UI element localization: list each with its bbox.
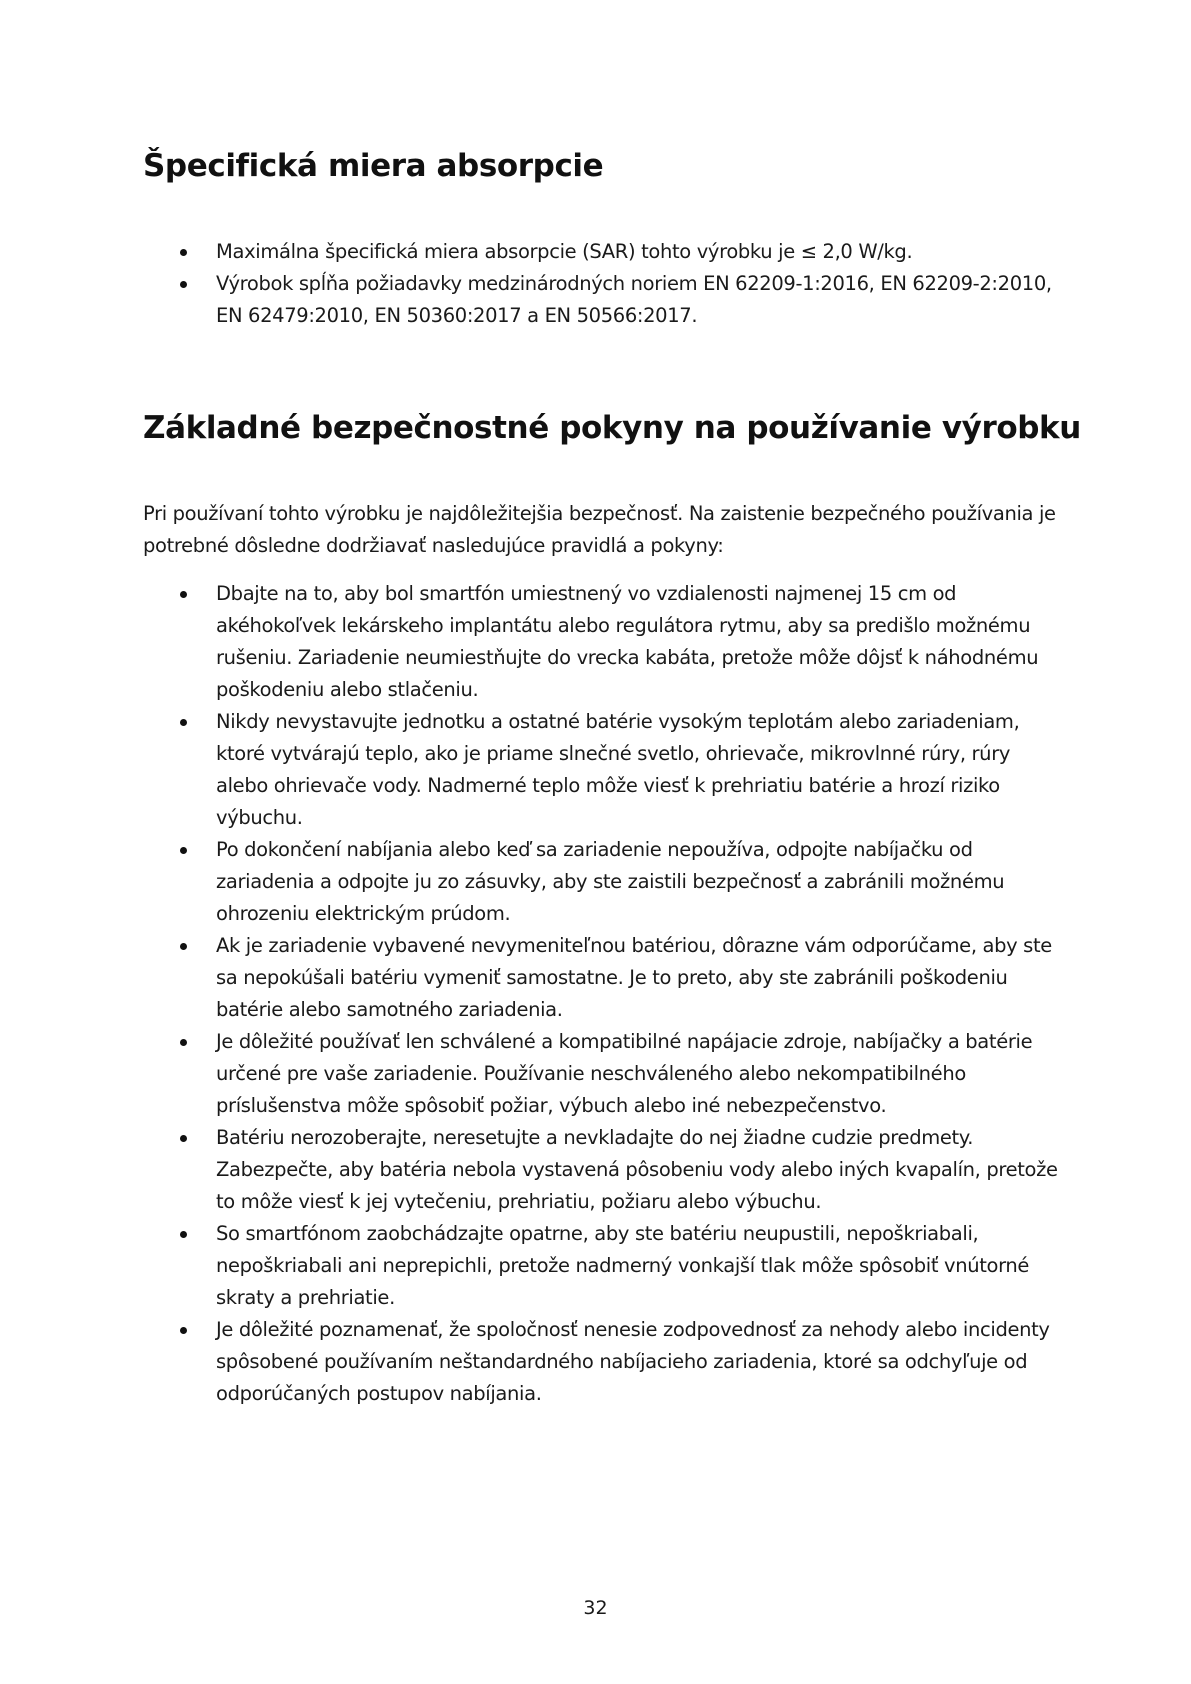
list-item-text: Batériu nerozoberajte, neresetujte a nevkladajte do nej žiadne cudzie predmety. Zabezpečte, aby batéria nebola vystavená pôsobeniu vody alebo iných kvapalín, pretože to môže viesť k jej vytečeniu, prehriatiu, požiaru alebo výbuchu. [216, 1126, 1058, 1213]
list-item-text: Je dôležité poznamenať, že spoločnosť nenesie zodpovednosť za nehody alebo incidenty spôsobené používaním neštandardného nabíjacieho zariadenia, ktoré sa odchyľuje od odporúčaných postupov nabíjania. [216, 1318, 1050, 1405]
section-heading-sar: Špecifická miera absorpcie [143, 148, 604, 184]
safety-bullet-list [143, 578, 1063, 1410]
list-item [143, 1026, 1063, 1122]
list-item-text: Je dôležité používať len schválené a kompatibilné napájacie zdroje, nabíjačky a batérie určené pre vaše zariadenie. Používanie neschváleného alebo nekompatibilného príslušenstva môže spôsobiť požiar, výbuch alebo iné nebezpečenstvo. [216, 1030, 1033, 1117]
bullet-icon [180, 943, 187, 950]
intro-paragraph: Pri používaní tohto výrobku je najdôležitejšia bezpečnosť. Na zaistenie bezpečného používania je potrebné dôsledne dodržiavať nasledujúce pravidlá a pokyny: [143, 502, 1056, 557]
list-item [143, 268, 1063, 332]
bullet-icon [180, 1039, 187, 1046]
list-item-text: Ak je zariadenie vybavené nevymeniteľnou batériou, dôrazne vám odporúčame, aby ste sa nepokúšali batériu vymeniť samostatne. Je to preto, aby ste zabránili poškodeniu batérie alebo samotného zariadenia. [216, 934, 1052, 1021]
bullet-icon [180, 1231, 187, 1238]
list-item [143, 706, 1063, 834]
sar-bullet-list [143, 236, 1063, 332]
bullet-icon [180, 281, 187, 288]
list-item [143, 1314, 1063, 1410]
bullet-icon [180, 719, 187, 726]
list-item [143, 578, 1063, 706]
list-item-text: Nikdy nevystavujte jednotku a ostatné batérie vysokým teplotám alebo zariadeniam, ktoré vytvárajú teplo, ako je priame slnečné svetlo, ohrievače, mikrovlnné rúry, rúry alebo ohrievače vody. Nadmerné teplo môže viesť k prehriatiu batérie a hrozí riziko výbuchu. [216, 710, 1020, 829]
list-item [143, 1218, 1063, 1314]
bullet-icon [180, 1327, 187, 1334]
list-item-text: Výrobok spĺňa požiadavky medzinárodných noriem EN 62209-1:2016, EN 62209-2:2010, EN 62479:2010, EN 50360:2017 a EN 50566:2017. [216, 272, 1052, 327]
list-item [143, 1122, 1063, 1218]
section-heading-safety: Základné bezpečnostné pokyny na používanie výrobku [143, 410, 1081, 446]
list-item-text: Po dokončení nabíjania alebo keď sa zariadenie nepoužíva, odpojte nabíjačku od zariadenia a odpojte ju zo zásuvky, aby ste zaistili bezpečnosť a zabránili možnému ohrozeniu elektrickým prúdom. [216, 838, 1005, 925]
bullet-icon [180, 1135, 187, 1142]
page-number: 32 [583, 1597, 608, 1619]
bullet-icon [180, 591, 187, 598]
list-item-text: Maximálna špecifická miera absorpcie (SAR) tohto výrobku je ≤ 2,0 W/kg. [216, 240, 913, 263]
list-item [143, 236, 1063, 268]
list-item [143, 834, 1063, 930]
bullet-icon [180, 249, 187, 256]
list-item-text: Dbajte na to, aby bol smartfón umiestnený vo vzdialenosti najmenej 15 cm od akéhokoľvek lekárskeho implantátu alebo regulátora rytmu, aby sa predišlo možnému rušeniu. Zariadenie neumiestňujte do vrecka kabáta, pretože môže dôjsť k náhodnému poškodeniu alebo stlačeniu. [216, 582, 1039, 701]
list-item-text: So smartfónom zaobchádzajte opatrne, aby ste batériu neupustili, nepoškriabali, nepoškriabali ani neprepichli, pretože nadmerný vonkajší tlak môže spôsobiť vnútorné skraty a prehriatie. [216, 1222, 1030, 1309]
bullet-icon [180, 847, 187, 854]
list-item [143, 930, 1063, 1026]
